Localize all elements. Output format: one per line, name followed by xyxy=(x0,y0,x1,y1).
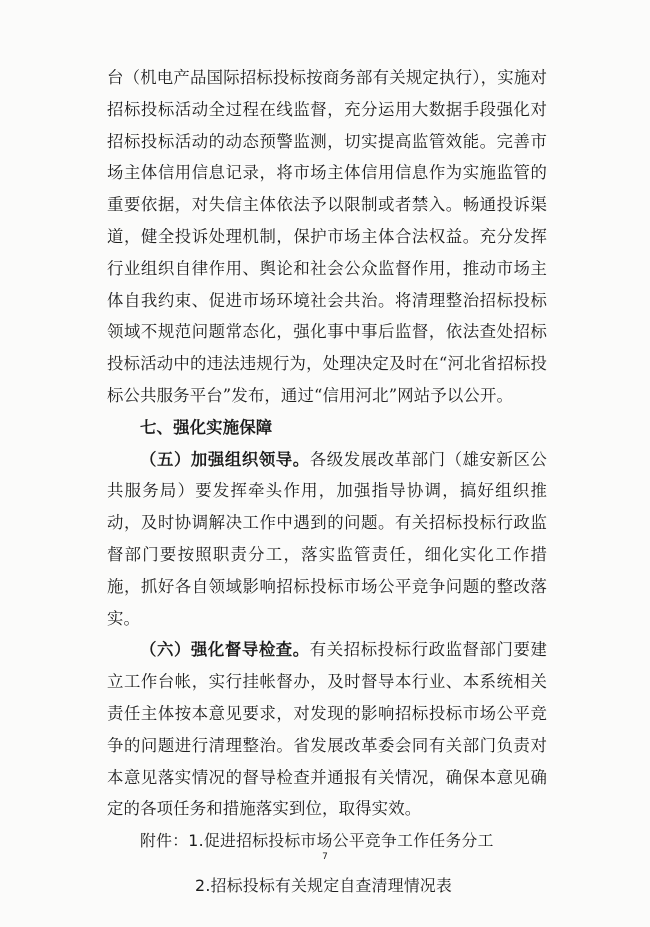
paragraph-inspection xyxy=(107,634,547,825)
attachment-2: 2.招标投标有关规定自查清理情况表 xyxy=(195,875,453,895)
section-heading-7: 七、强化实施保障 xyxy=(140,417,273,437)
item-6-title: （六）强化督导检查。 xyxy=(140,640,310,660)
paragraph-organization xyxy=(107,444,547,635)
document-body xyxy=(107,62,547,902)
item-5-body: 各级发展改革部门（雄安新区公共服务局）要发挥牵头作用，加强指导协调，搞好组织推动，及时协调解决工作中遇到的问题。有关招标投标行政监督部门要按照职责分工，落实监管责任，细化实化工作措施，抓好各自领域影响招标投标市场公平竞争问题的整改落实。 xyxy=(107,449,547,628)
item-6-body: 有关招标投标行政监督部门要建立工作台帐，实行挂帐督办，及时督导本行业、本系统相关责任主体按本意见要求，对发现的影响招标投标市场公平竞争的问题进行清理整治。省发展改革委会同有关部门负责对本意见落实情况的督导检查并通报有关情况，确保本意见确定的各项任务和措施落实到位，取得实效。 xyxy=(107,640,547,819)
paragraph-supervision: 台（机电产品国际招标投标按商务部有关规定执行），实施对招标投标活动全过程在线监督，充分运用大数据手段强化对招标投标活动的动态预警监测，切实提高监管效能。完善市场主体信用信息记录，将市场主体信用信息作为实施监管的重要依据，对失信主体依法予以限制或者禁入。畅通投诉渠道，健全投诉处理机制，保护市场主体合法权益。充分发挥行业组织自律作用、舆论和社会公众监督作用，推动市场主体自我约束、促进市场环境社会共治。将清理整治招标投标领域不规范问题常态化，强化事中事后监督，依法查处招标投标活动中的违法违规行为，处理决定及时在“河北省招标投标公共服务平台”发布，通过“信用河北”网站予以公开。 xyxy=(107,68,547,405)
item-5-title: （五）加强组织领导。 xyxy=(140,449,310,469)
attachment-1: 附件：1.促进招标投标市场公平竞争工作任务分工 xyxy=(140,831,494,851)
page-number: 7 xyxy=(322,852,328,862)
